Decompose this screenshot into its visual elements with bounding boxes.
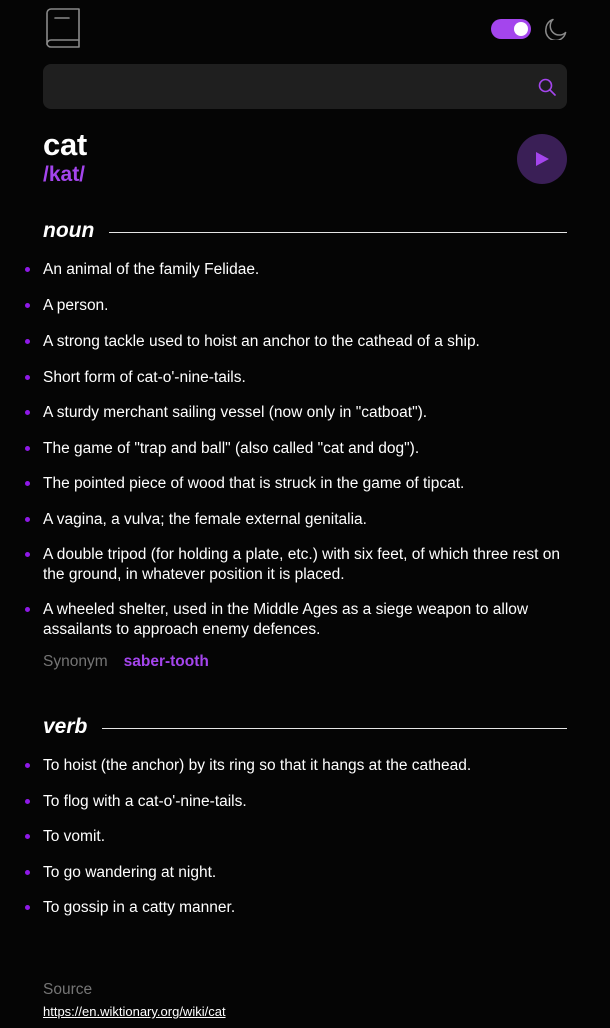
definition-item: A wheeled shelter, used in the Middle Ages as a siege weapon to allow assailants to approach enemy defences. bbox=[24, 600, 569, 639]
synonym-label: Synonym bbox=[43, 653, 108, 670]
play-icon bbox=[535, 152, 549, 166]
divider bbox=[109, 232, 567, 233]
noun-definitions bbox=[24, 260, 569, 639]
search-bar bbox=[43, 64, 567, 109]
synonym-link[interactable]: saber-tooth bbox=[123, 653, 209, 670]
part-of-speech-noun: noun bbox=[43, 219, 95, 242]
part-of-speech-verb: verb bbox=[43, 715, 88, 738]
source-label: Source bbox=[43, 981, 93, 998]
theme-toggle[interactable] bbox=[491, 19, 531, 39]
definition-item: A vagina, a vulva; the female external genitalia. bbox=[24, 510, 569, 530]
header-controls bbox=[491, 18, 567, 40]
moon-icon bbox=[545, 18, 567, 40]
definition-item: A strong tackle used to hoist an anchor to the cathead of a ship. bbox=[24, 332, 569, 352]
verb-heading bbox=[43, 714, 567, 740]
verb-definitions bbox=[24, 756, 569, 918]
definition-item: To hoist (the anchor) by its ring so that it hangs at the cathead. bbox=[24, 756, 569, 776]
definition-item: Short form of cat-o'-nine-tails. bbox=[24, 368, 569, 388]
noun-heading bbox=[43, 218, 567, 244]
definition-item: The pointed piece of wood that is struck in the game of tipcat. bbox=[24, 474, 569, 494]
definition-item: A sturdy merchant sailing vessel (now only in "catboat"). bbox=[24, 403, 569, 423]
app-header bbox=[43, 8, 567, 48]
definition-item: To vomit. bbox=[24, 827, 569, 847]
definition-item: A person. bbox=[24, 296, 569, 316]
source-section bbox=[43, 980, 226, 1020]
definition-item: To flog with a cat-o'-nine-tails. bbox=[24, 792, 569, 812]
synonyms bbox=[43, 652, 209, 672]
search-icon[interactable] bbox=[538, 78, 556, 96]
word-header bbox=[43, 127, 567, 191]
definition-item: To gossip in a catty manner. bbox=[24, 898, 569, 918]
definition-item: A double tripod (for holding a plate, etc.) with six feet, of which three rest on the ground, in whatever position it is placed. bbox=[24, 545, 569, 584]
toggle-knob bbox=[514, 22, 528, 36]
source-link[interactable]: https://en.wiktionary.org/wiki/cat bbox=[43, 1004, 226, 1019]
definition-item: To go wandering at night. bbox=[24, 863, 569, 883]
definition-item: An animal of the family Felidae. bbox=[24, 260, 569, 280]
definition-item: The game of "trap and ball" (also called "cat and dog"). bbox=[24, 439, 569, 459]
book-icon[interactable] bbox=[43, 8, 83, 48]
divider bbox=[102, 728, 567, 729]
search-input[interactable] bbox=[43, 64, 567, 109]
phonetic: /kat/ bbox=[43, 163, 86, 186]
word-title: cat bbox=[43, 127, 87, 162]
play-audio-button[interactable] bbox=[517, 134, 567, 184]
